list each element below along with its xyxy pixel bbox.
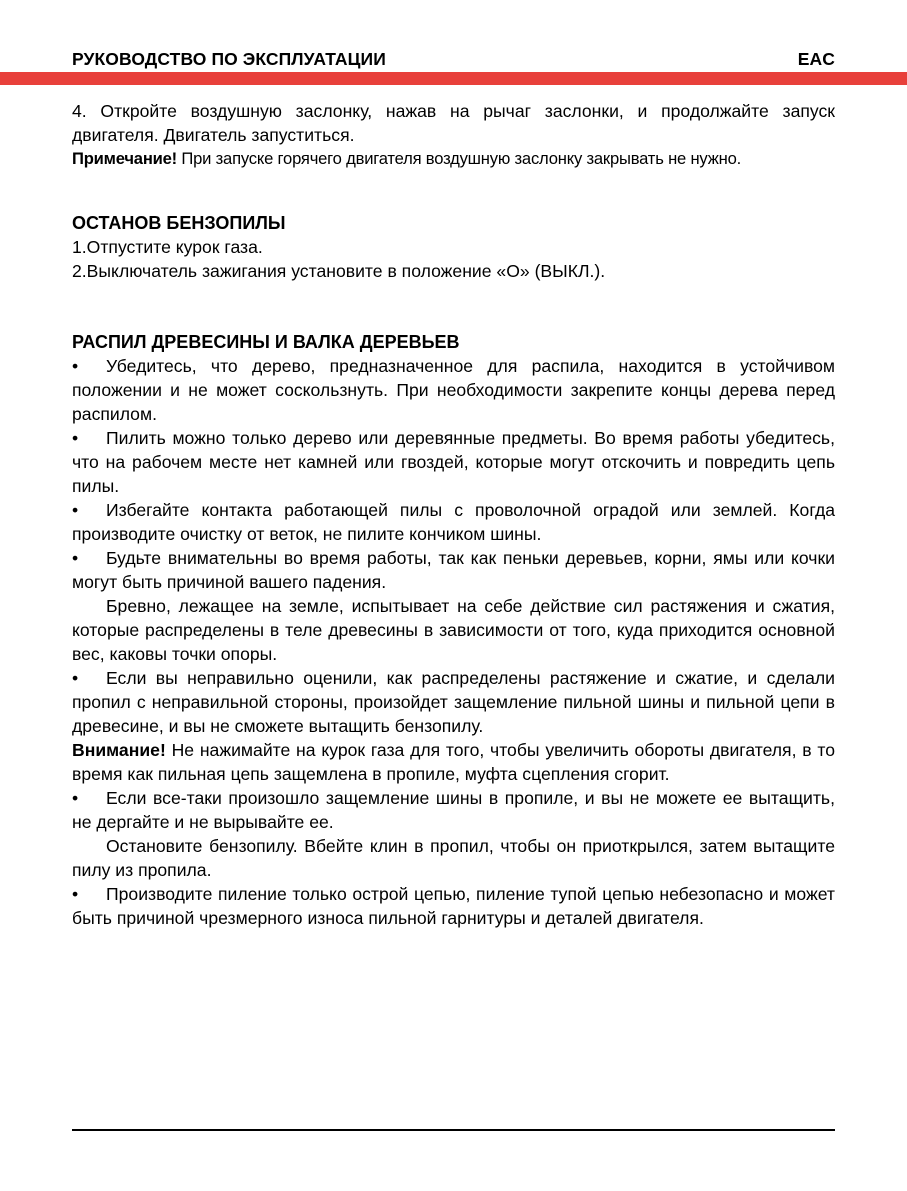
bullet-text: Если все-таки произошло защемление шины в пропиле, и вы не можете ее вытащить, не дергайте и не вырывайте ее. — [72, 788, 835, 832]
note-label: Примечание! — [72, 149, 177, 168]
stop-step-2: 2.Выключатель зажигания установите в положение «О» (ВЫКЛ.). — [72, 261, 606, 281]
stop-step-1: 1.Отпустите курок газа. — [72, 237, 263, 257]
warning-label: Внимание! — [72, 740, 166, 760]
start-step-4: 4. Откройте воздушную заслонку, нажав на рычаг заслонки, и продолжайте запуск двигателя. Двигатель запуститься. — [72, 101, 835, 145]
bullet-marker: • — [72, 548, 79, 568]
footer-rule — [72, 1129, 835, 1131]
bullet-text: Будьте внимательны во время работы, так как пеньки деревьев, корни, ямы или кочки могут быть причиной вашего падения. — [72, 548, 835, 592]
stop-section-title: ОСТАНОВ БЕНЗОПИЛЫ — [72, 213, 286, 233]
warning-paragraph — [72, 738, 835, 786]
log-tension-paragraph: Бревно, лежащее на земле, испытывает на себе действие сил растяжения и сжатия, которые распределены в теле древесины в зависимости от того, куда приходится основной вес, каковы точки опоры. — [72, 596, 835, 664]
bullet-marker: • — [72, 428, 79, 448]
header-accent-bar — [0, 72, 907, 85]
hot-start-note — [72, 147, 835, 171]
list-item — [72, 666, 835, 738]
list-item — [72, 882, 835, 930]
wedge-paragraph: Остановите бензопилу. Вбейте клин в пропил, чтобы он приоткрылся, затем вытащите пилу из пропила. — [72, 836, 835, 880]
list-item — [72, 786, 835, 834]
eac-mark: EAC — [797, 48, 835, 69]
page-body — [72, 99, 835, 930]
bullet-text: Убедитесь, что дерево, предназначенное для распила, находится в устойчивом положении и не может соскользнуть. При необходимости закрепите концы дерева перед распилом. — [72, 356, 835, 424]
bullet-text: Пилить можно только дерево или деревянные предметы. Во время работы убедитесь, что на рабочем месте нет камней или гвоздей, которые могут отскочить и повредить цепь пилы. — [72, 428, 835, 496]
bullet-text: Производите пиление только острой цепью, пиление тупой цепью небезопасно и может быть причиной чрезмерного износа пильной гарнитуры и деталей двигателя. — [72, 884, 835, 928]
bullet-marker: • — [72, 884, 79, 904]
bullet-marker: • — [72, 668, 79, 688]
page-header — [72, 46, 835, 72]
list-item — [72, 426, 835, 498]
bullet-marker: • — [72, 500, 79, 520]
page-header-title: РУКОВОДСТВО ПО ЭКСПЛУАТАЦИИ — [72, 48, 386, 69]
note-text: При запуске горячего двигателя воздушную заслонку закрывать не нужно. — [177, 149, 742, 168]
bullet-text: Если вы неправильно оценили, как распределены растяжение и сжатие, и сделали пропил с неправильной стороны, произойдет защемление пильной шины и пильной цепи в древесине, и вы не сможете вытащить бензопилу. — [72, 668, 835, 736]
list-item — [72, 546, 835, 594]
cutting-section-title: РАСПИЛ ДРЕВЕСИНЫ И ВАЛКА ДЕРЕВЬЕВ — [72, 332, 460, 352]
bullet-marker: • — [72, 356, 79, 376]
warning-text: Не нажимайте на курок газа для того, чтобы увеличить обороты двигателя, в то время как пильная цепь защемлена в пропиле, муфта сцепления сгорит. — [72, 740, 835, 784]
bullet-text: Избегайте контакта работающей пилы с проволочной оградой или землей. Когда производите очистку от веток, не пилите кончиком шины. — [72, 500, 835, 544]
list-item — [72, 354, 835, 426]
bullet-marker: • — [72, 788, 79, 808]
list-item — [72, 498, 835, 546]
